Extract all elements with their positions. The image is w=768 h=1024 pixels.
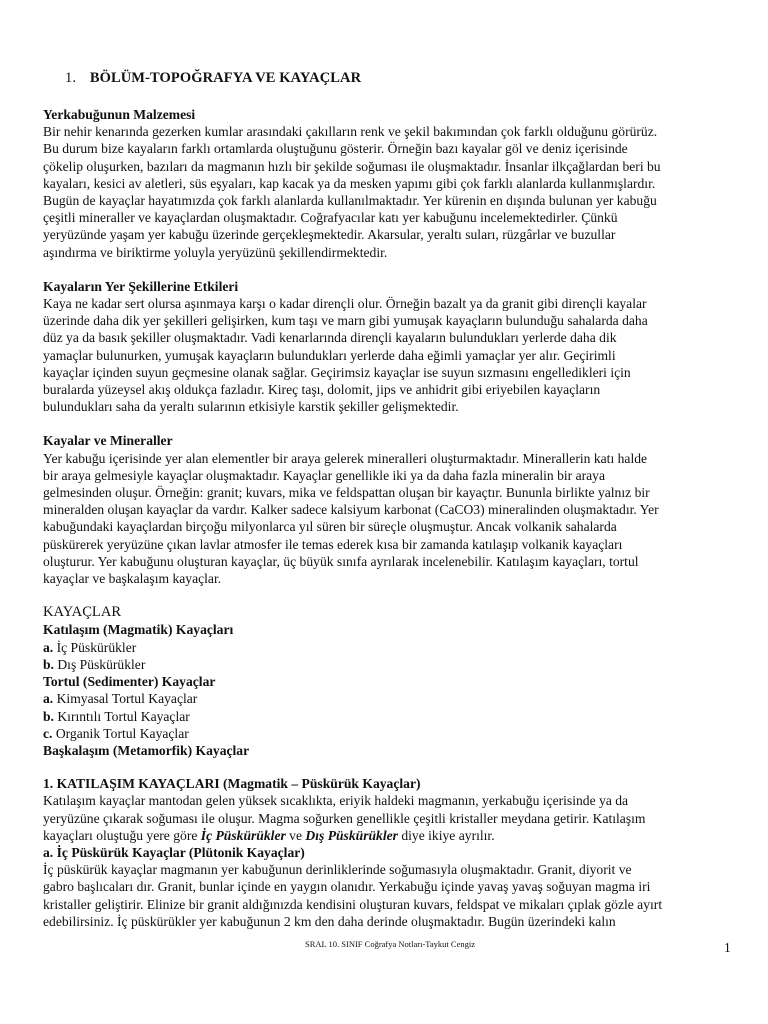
text-line: aşındırma ve biriktirme yoluyla yeryüzünü şekillendirmektedir.	[43, 244, 388, 260]
text-line: Katılaşım kayaçlar mantodan gelen yüksek sıcaklıkta, eriyik haldeki magmanın, yerkabuğu içerisinde ya da	[43, 793, 629, 809]
document-body	[43, 106, 743, 930]
text-line: edebilirsiniz. İç püskürükler yer kabuğunun 2 km den daha derinde oluşmaktadır. Bugün üzerindeki kalın	[43, 913, 616, 929]
rock-group-title: Katılaşım (Magmatik) Kayaçları	[43, 622, 234, 638]
rock-types-heading: KAYAÇLAR	[43, 604, 122, 621]
list-item: a. Kimyasal Tortul Kayaçlar	[43, 691, 198, 707]
text-line: Yer kabuğu içerisinde yer alan elementler bir araya gelerek mineralleri oluşturmaktadır. Minerallerin katı halde	[43, 450, 648, 466]
chapter-title-text: BÖLÜM-TOPOĞRAFYA VE KAYAÇLAR	[89, 70, 362, 86]
text-line: yeryüzüne çıkarak soğuması ile oluşur. Magma soğurken genellikle çeşitli kristaller meydana getirir. Katılaşım	[43, 810, 646, 826]
list-item: b. Kırıntılı Tortul Kayaçlar	[43, 708, 190, 724]
text-line: çökelip oluşurken, bazıları da magmanın hızlı bir şekilde soğuması ile oluşmaktadır. İnsanlar ilkçağlardan beri bu	[43, 158, 661, 174]
text-line: buralarda yüzeysel akış oldukça fazladır. Kireç taşı, dolomit, jips ve anhidrit gibi eriyebilen kayaçların	[43, 382, 601, 398]
text-line: yamaçlar bulunurken, yumuşak kayaçların bulundukları yerlerde daha eğimli yamaçlar yer alır. Geçirimli	[43, 347, 616, 363]
text-line: gabro başlıcaları dır. Granit, bunlar içinde en yaygın olanıdır. Yerkabuğu içinde yavaş yavaş soğuyan magma iri	[43, 879, 651, 895]
text-line: kayaçlar içinden suyun geçmesine olanak sağlar. Geçirimsiz kayaçlar ise suyun sızmasını engelledikleri için	[43, 364, 631, 380]
text-line: çeşitli mineraller ve kayaçlardan oluşmaktadır. Coğrafyacılar katı yer kabuğunu incelemektedirler. Çünkü	[43, 210, 618, 226]
text-line: püskürerek yeryüzüne çıkan lavlar atmosfer ile temas ederek kısa bir zamanda katılaşıp volkanik kayaçları	[43, 536, 623, 552]
text-line: bir araya gelmesiyle kayaçlar oluşmaktadır. Kayaçlar genellikle iki ya da daha fazla mineralin bir araya	[43, 467, 605, 483]
text-line: kayaçları oluştuğu yere göre İç Püskürükler ve Dış Püskürükler diye ikiye ayrılır.	[43, 827, 495, 843]
text-line: gelmesinden oluşur. Örneğin: granit; kuvars, mika ve feldspattan oluşan bir kayaçtır. Bununla birlikte yalnız bir	[43, 485, 650, 501]
section-heading: Kayaların Yer Şekillerine Etkileri	[43, 278, 239, 294]
text-line: Kaya ne kadar sert olursa aşınmaya karşı o kadar dirençli olur. Örneğin bazalt ya da granit gibi dirençli kayalar	[43, 296, 647, 312]
section-heading: 1. KATILAŞIM KAYAÇLARI (Magmatik – Püskürük Kayaçlar)	[43, 776, 421, 792]
rock-group-title: Tortul (Sedimenter) Kayaçlar	[43, 674, 216, 690]
text-line: kristaller geliştirir. Elinize bir granit aldığınızda kendisini oluşturan kuvars, feldspat ve mikaları çıplak gözle ayırt	[43, 896, 663, 912]
text-line: üzerinde daha dik yer şekilleri gelişirken, kum taşı ve marn gibi yumuşak kayaçların bulunduğu sahalarda daha	[43, 313, 648, 329]
text-line: kabuğundaki kayaçlardan birçoğu milyonlarca yıl süren bir süreçle oluşmuştur. Ancak volkanik sahalarda	[43, 519, 617, 535]
paragraph	[43, 861, 743, 930]
footer-text: SRAL 10. SINIF Coğrafya Notları-Taykut Cengiz	[304, 939, 475, 949]
text-line: kayaları, kesici av aletleri, süs eşyaları, kap kacak ya da mesken yapımı gibi çok farklı alanlarda kullanmışlardır.	[43, 175, 656, 191]
text-line: yeryüzünde yaşam yer kabuğu üzerinde gerçekleşmektedir. Akarsular, yeraltı suları, rüzgârlar ve buzullar	[43, 227, 616, 243]
text-line: bulundukları saha da yeraltı sularının etkisiyle karstik şekiller gelişmektedir.	[43, 399, 459, 415]
section-heading: Yerkabuğunun Malzemesi	[43, 107, 196, 122]
text-line: kayaçlar ve başkalaşım kayaçlar.	[43, 571, 222, 587]
text-line: Bir nehir kenarında gezerken kumlar arasındaki çakılların renk ve şekil bakımından çok farklı olduğunu görürüz.	[43, 124, 658, 140]
list-item: b. Dış Püskürükler	[43, 656, 146, 672]
page-number: 1	[724, 940, 731, 955]
subsection-heading: a. İç Püskürük Kayaçlar (Plütonik Kayaçlar)	[43, 844, 305, 860]
rock-types-list	[43, 621, 743, 759]
paragraph	[43, 450, 743, 588]
page-footer	[0, 939, 768, 949]
text-line: Bu durum bize kayaların farklı ortamlarda oluştuğunu gösterir. Örneğin bazı kayalar göl ve deniz içerisinde	[43, 141, 628, 157]
list-item: c. Organik Tortul Kayaçlar	[43, 725, 189, 741]
section-heading: Kayalar ve Mineraller	[43, 433, 173, 449]
chapter-title	[65, 70, 361, 87]
paragraph	[43, 295, 743, 415]
paragraph	[43, 792, 743, 844]
text-line: düz ya da basık şekiller oluşmaktadır. Vadi kenarlarında dirençli kayaların bulundukları yerlerde daha dik	[43, 330, 617, 346]
paragraph	[43, 123, 743, 261]
rock-group-title: Başkalaşım (Metamorfik) Kayaçlar	[43, 742, 250, 758]
chapter-number: 1.	[65, 70, 77, 86]
text-line: oluşturur. Yer kabuğunu oluşturan kayaçlar, üç büyük sınıfa ayrılarak incelenebilir. Katılaşım kayaçları, tortul	[43, 553, 639, 569]
text-line: Bugün de kayaçlar hayatımızda çok farklı alanlarda kullanılmaktadır. Yer kürenin en dışında bulunan yer kabuğu	[43, 193, 657, 209]
text-line: İç püskürük kayaçlar magmanın yer kabuğunun derinliklerinde soğumasıyla oluşmaktadır. Granit, diyorit ve	[43, 862, 632, 878]
text-line: mineralden oluşan kayaçlar da vardır. Kalker sadece kalsiyum karbonat (CaCO3) mineralinden oluşmaktadır. Yer	[43, 502, 659, 518]
list-item: a. İç Püskürükler	[43, 639, 137, 655]
